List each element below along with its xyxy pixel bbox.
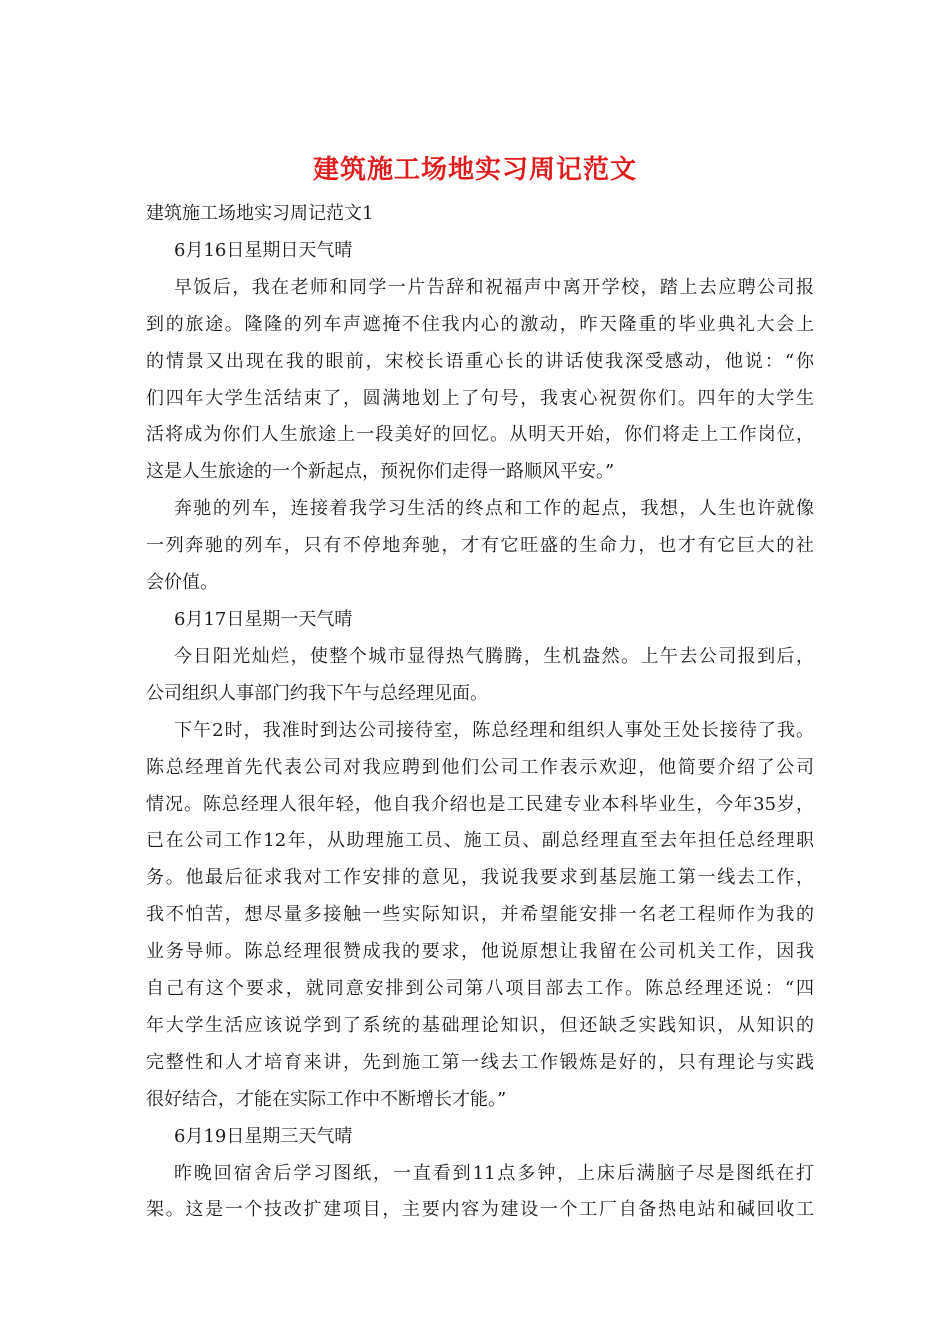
text-line: 这是人生旅途的一个新起点，预祝你们走得一路顺风平安。” — [146, 461, 615, 483]
text-line: 公司组织人事部门约我下午与总经理见面。 — [146, 682, 488, 704]
text-line: 们四年大学生活结束了，圆满地划上了句号，我衷心祝贺你们。四年的大学生 — [146, 387, 814, 409]
text-line: 昨晚回宿舍后学习图纸，一直看到11点多钟，上床后满脑子尽是图纸在打 — [174, 1162, 814, 1184]
text-line: 奔驰的列车，连接着我学习生活的终点和工作的起点，我想，人生也许就像 — [174, 498, 814, 520]
text-line: 下午2时，我准时到达公司接待室，陈总经理和组织人事处王处长接待了我。 — [174, 719, 814, 741]
text-line: 自己有这个要求，就同意安排到公司第八项目部去工作。陈总经理还说：“四 — [146, 978, 814, 1000]
text-line: 业务导师。陈总经理很赞成我的要求，他说原想让我留在公司机关工作，因我 — [146, 941, 814, 963]
text-line: 陈总经理首先代表公司对我应聘到他们公司工作表示欢迎，他简要介绍了公司 — [146, 756, 814, 778]
text-line: 6月16日星期日天气晴 — [174, 239, 353, 261]
document-body — [146, 196, 814, 1229]
text-line: 活将成为你们人生旅途上一段美好的回忆。从明天开始，你们将走上工作岗位， — [146, 424, 814, 446]
document-title: 建筑施工场地实习周记范文 — [312, 155, 637, 185]
text-line: 今日阳光灿烂，使整个城市显得热气腾腾，生机盎然。上午去公司报到后， — [174, 645, 814, 667]
text-line: 架。这是一个技改扩建项目，主要内容为建设一个工厂自备热电站和碱回收工 — [146, 1199, 814, 1221]
text-line: 6月17日星期一天气晴 — [174, 608, 353, 630]
text-line: 务。他最后征求我对工作安排的意见，我说我要求到基层施工第一线去工作， — [146, 867, 814, 889]
text-line: 情况。陈总经理人很年轻，他自我介绍也是工民建专业本科毕业生，今年35岁， — [146, 793, 814, 815]
text-line: 年大学生活应该说学到了系统的基础理论知识，但还缺乏实践知识，从知识的 — [146, 1014, 814, 1036]
text-line: 很好结合，才能在实际工作中不断增长才能。” — [146, 1088, 507, 1110]
text-line: 会价值。 — [146, 572, 218, 594]
text-line: 到的旅途。隆隆的列车声遮掩不住我内心的激动，昨天隆重的毕业典礼大会上 — [146, 313, 814, 335]
text-line: 早饭后，我在老师和同学一片告辞和祝福声中离开学校，踏上去应聘公司报 — [174, 276, 814, 298]
text-line: 的情景又出现在我的眼前，宋校长语重心长的讲话使我深受感动，他说：“你 — [146, 350, 814, 372]
text-line: 一列奔驰的列车，只有不停地奔驰，才有它旺盛的生命力，也才有它巨大的社 — [146, 535, 814, 557]
text-line: 建筑施工场地实习周记范文1 — [146, 203, 374, 224]
text-line: 6月19日星期三天气晴 — [174, 1125, 353, 1147]
text-line: 已在公司工作12年，从助理施工员、施工员、副总经理直至去年担任总经理职 — [146, 830, 814, 852]
text-line: 我不怕苦，想尽量多接触一些实际知识，并希望能安排一名老工程师作为我的 — [146, 904, 814, 926]
text-line: 完整性和人才培育来讲，先到施工第一线去工作锻炼是好的，只有理论与实践 — [146, 1051, 814, 1073]
